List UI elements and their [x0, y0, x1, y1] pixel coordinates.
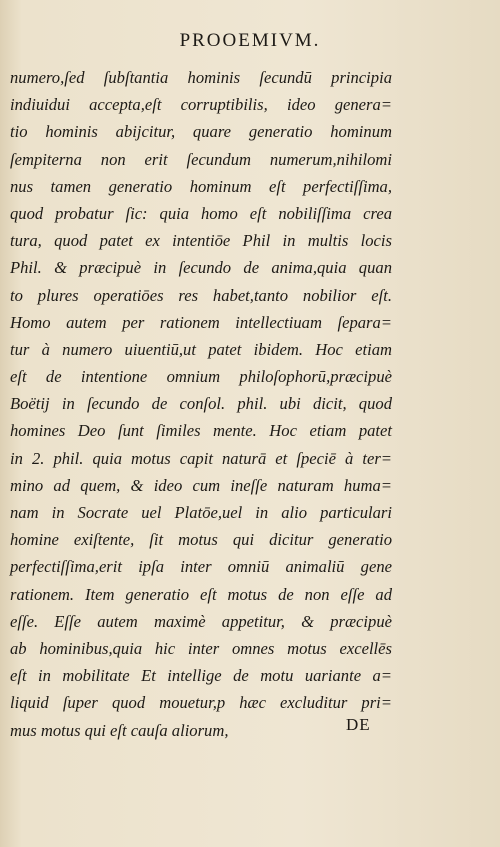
text-line: eſſe. Eſſe autem maximè appetitur, & præcipuè [10, 611, 392, 631]
text-line: rationem. Item generatio eſt motus de non eſſe ad [10, 584, 392, 604]
text-line: numero,ſed ſubſtantia hominis ſecundū principia [10, 68, 392, 87]
text-line: ſempiterna non erit ſecundum numerum,nihilomi [10, 149, 392, 169]
text-line: Homo autem per rationem intellectiuam ſepara= [10, 312, 392, 332]
text-line: quod probatur ſic: quia homo eſt nobiliſſima crea [10, 203, 392, 223]
text-line: nus tamen generatio hominum eſt perfectiſſima, [10, 176, 392, 196]
running-title: PROOEMIVM. [179, 30, 321, 51]
text-line: eſt de intentione omnium philoſophorū,præcipuè [10, 367, 392, 387]
text-line: to plures operatiōes res habet,tanto nobilior eſt. [10, 285, 392, 305]
text-line: homine exiſtente, ſit motus qui dicitur generatio [10, 530, 392, 550]
text-line: perfectiſſima,erit ipſa inter omniū animaliū gene [10, 557, 392, 577]
text-line: ab hominibus,quia hic inter omnes motus excellēs [10, 638, 392, 658]
text-line: tur à numero uiuentiū,ut patet ibidem. Hoc etiam [10, 339, 392, 359]
text-line: in 2. phil. quia motus capit naturā et ſpeciē à ter= [10, 448, 392, 468]
text-line: Boëtij in ſecundo de conſol. phil. ubi dicit, quod [10, 394, 392, 414]
text-line: nam in Socrate uel Platōe,uel in alio particulari [10, 503, 392, 522]
text-line: indiuidui accepta,eſt corruptibilis, ideo genera= [10, 95, 392, 115]
text-line: tura, quod patet ex intentiōe Phil in multis locis [10, 231, 392, 251]
catchword: DE [346, 715, 371, 734]
text-line: tio hominis abijcitur, quare generatio hominum [10, 122, 392, 142]
text-line: eſt in mobilitate Et intellige de motu uariante a= [10, 666, 392, 686]
text-line: mino ad quem, & ideo cum ineſſe naturam huma= [10, 475, 392, 495]
text-line: Phil. & præcipuè in ſecundo de anima,quia quan [10, 258, 392, 278]
body-text [10, 64, 392, 744]
text-line: homines Deo ſunt ſimiles mente. Hoc etiam patet [10, 421, 392, 441]
text-line: mus motus qui eſt cauſa aliorum, [10, 720, 229, 740]
text-line: liquid ſuper quod mouetur,p hæc excluditur pri= [10, 693, 392, 713]
